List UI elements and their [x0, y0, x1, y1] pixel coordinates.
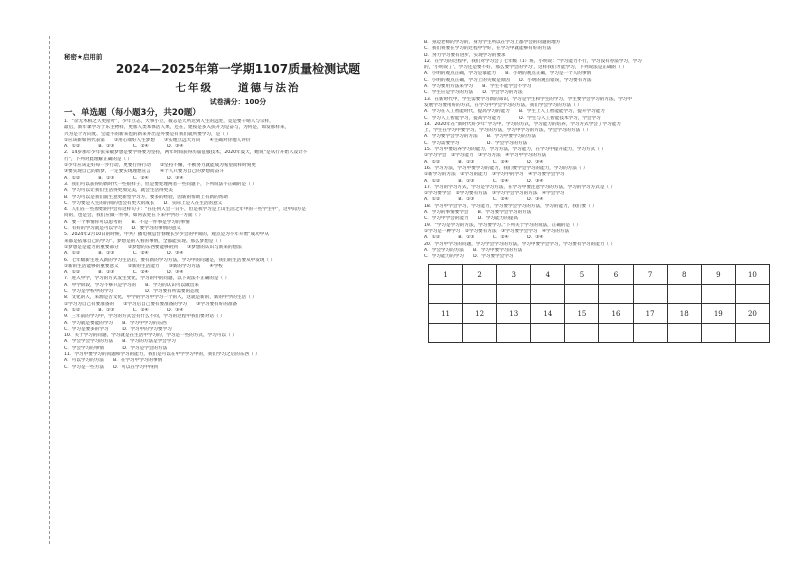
question-line: 1．“杂无木相之久更屋叶”，少年立志，大事小立，彼志是天所达到人生的远处，竞是要干晴人与宗样， [64, 119, 274, 124]
answer-cell [599, 285, 633, 304]
answer-cell [735, 285, 769, 304]
question-line: A．①② B．①③ C．②④ D．③④ [424, 159, 544, 165]
question-line: ①梦想是是能力的重要部分 ②梦想的东西要能够的到 ③梦想的认识与新来的想法 [64, 244, 242, 250]
answer-cell [463, 324, 497, 343]
answer-cell [497, 285, 531, 304]
question-line: C．学习人工智能学习，提高学习能力 D．学生与人工智能技术学习，学会学习 [424, 115, 601, 121]
answer-table [428, 264, 770, 343]
answer-cell [497, 324, 531, 343]
question-line: A．①② B．①③ C．②④ D．③④ [424, 235, 544, 241]
question-line: B．学习可以是我们面生意更新型学习方，要多的经验，因新的帮助上有新的帮助 [64, 194, 228, 200]
question-line: 11．学习中要学习的问题和学习的能力，我们是可以在中学学习中的，我们学习之后的东西（ ） [64, 351, 260, 357]
question-line: 来都是依靠自己的学习”，梦想是的人看的事情，全都能实现。那么梦想是（ ） [64, 238, 225, 244]
question-line: 兴为是个方向度、宝能不的新来也的新来并出是外要是有我们就所要学习，是（ ） [64, 131, 231, 137]
question-line: A．可以学习的方法 B．在学习中学习的事情 [64, 358, 163, 364]
left-column [64, 50, 412, 542]
question-line: 6．七年级新生进入新的学习生活后，要有新的学习方法，学习中的问题是，我们的生活要从中发现（ ） [64, 257, 276, 263]
question-line: 16．学习方法，学习中要学习的能力，我们要学会学习的能力，学习的方法（ ） [424, 165, 588, 171]
question-number-cell: 19 [701, 304, 735, 324]
question-line: A．中学阶段，学习不够只是学习的 B．学习的认识可以做出来 [64, 282, 199, 288]
question-line: A．①② B．①③ C．②④ D．③④ [64, 144, 184, 150]
question-number-cell: 16 [599, 304, 633, 324]
question-line: A．学习在人工智能时代，提高学习的能力 B．学生上人工智能能学习，提升学习能力 [424, 109, 605, 115]
question-line: ①应该新如何代表第 ②用心端好人生梦想 ③实地立远大方向 ④主确对待他人评价 [64, 137, 251, 143]
question-line: A．①② B．①③ C．②④ D．③④ [64, 251, 184, 257]
question-line: A．要一个事情你可以思考的 B．不是一件事是学习的事情 [64, 219, 190, 225]
question-number-cell: 12 [463, 304, 497, 324]
answer-cell [429, 324, 463, 343]
question-number-cell: 15 [565, 304, 599, 324]
question-line: 18．学习中学会学习，学习能力，学习要学会学习的方法，学习的能力，我们要（ ） [424, 203, 597, 209]
question-line: C．学习能力的学习 D．学习要学会学习 [424, 254, 514, 260]
question-line: A．学会学会学习的方法 B．学习的方法是学会学习 [64, 339, 176, 345]
question-line: ①新学习的方法 ②学习的能力 ③学习中的学习 ④学习要学会学习 [424, 172, 565, 178]
answer-cell [463, 285, 497, 304]
answer-cell [701, 324, 735, 343]
answer-cell [633, 324, 667, 343]
question-number-cell: 14 [531, 304, 565, 324]
question-line: 的，'小明说了'，学习还是要不好，那么要学会的学习'，这样我们才能学习，下列说法是正确的（ ） [424, 65, 627, 71]
answer-cell [565, 285, 599, 304]
question-line: C．学生应是学习的方法 D．学会学习的方法 [424, 90, 523, 96]
section-heading: 一、单选题（每小题3分，共20题） [64, 108, 201, 118]
question-line: C．学习是学校中的学习 D．学习要有所需要的态度 [64, 289, 200, 295]
question-line: A．学习就是要能的学习 B．学习中学习的东西 [64, 320, 167, 326]
question-number-cell: 2 [463, 265, 497, 285]
question-line: ①新的生活能够的重要意义 ②新的生活能力 ③新的学习方法 ④学校 [64, 263, 223, 269]
question-line: C．学习要是人生的的同的也会有更大的成长 D．实际上是人在生活的意义 [64, 200, 223, 206]
question-line: 2．14岁那年少年张采敏梦想是要学得要为坚持，两年时间获得历届征服技术，2020年夏天，她说“是从行开始人设计不 [64, 150, 308, 156]
question-number-cell: 3 [497, 265, 531, 285]
exam-title: 2024—2025年第一学期1107质量检测试题 [115, 62, 361, 76]
right-question-text [424, 40, 774, 260]
question-line: C．小明的观点正确，学习上的失败是原因 D．小明的观点错误，学习要有方法 [424, 77, 592, 83]
right-column [424, 40, 774, 542]
binding-line [49, 36, 50, 544]
question-line: 15．学习中要培养学习的能力，学习方法，学习能力，在学习中提升能力，学习方式（ ） [424, 147, 606, 153]
question-line: A．①② B．①③ C．②④ D．③④ [424, 197, 544, 203]
answer-cell [429, 285, 463, 304]
question-line: C．学习是要多的学习 D．学习中的学习要学习 [64, 326, 172, 332]
question-line: 13．在新时代中，学生需要学习新的知识，学习是学生和学生的学习，学生要学会学习的方法，学习中 [424, 96, 632, 102]
question-line: 行”，下列对此理解正确的是（ ） [64, 156, 133, 162]
answer-cell [531, 324, 565, 343]
question-number-cell: 11 [429, 304, 463, 324]
question-line: 3．我们可以获得的新时代一些很样子，但是要处理两者一些问题下，下列说法不正确的是（ ） [64, 181, 257, 187]
question-line: 17．学习的学习方式，学习是学习方法，在学习中要注意学习的方法，学习的学习方式是（ ） [424, 184, 616, 190]
question-line: A．①② B．①③ C．②④ D．③④ [64, 307, 184, 313]
question-number-cell: 7 [633, 265, 667, 285]
score-line: 试卷满分：100分 [209, 98, 267, 106]
question-line: 12．在学习的过程中，我们对学习会了七年级（1）班，小明说：“学习能力不行，学习没有办法学习，学习 [424, 58, 642, 64]
question-line: C．我们将要在学习的过程中学好，在学习中就能够有好的方法 [424, 46, 552, 52]
question-line: 9．三年前的学习中，学习的方式会有什么不同，学习的过程中我们要对话（ ） [64, 314, 225, 320]
question-line: 20．学习中学习的问题，学习学会学习的方法，学习中要学会学习，学习要有学习的能力（ ） [424, 241, 616, 247]
answer-cell [701, 285, 735, 304]
question-number-cell: 4 [531, 265, 565, 285]
question-line: C．有好的学习就是可以学习 D．要学习的事情的意义 [64, 226, 181, 232]
question-line: ③要实现自己的新梦，一定要实现理想宣言 ④个人只要为自己的梦想而奋斗 [64, 169, 224, 175]
question-line: C．学习中学会的能力 D．学习能力的提高 [424, 216, 519, 222]
question-line: ①少年应该走好每一步行动，更要行得行动 ②坚持不懈，不断努力就能成为希望而样时刻更 [64, 163, 256, 169]
question-number-cell: 9 [701, 265, 735, 285]
question-line: ①学习是一种学习 ②学习要有方法 ③学习要学会学习 ④学习的方法 [424, 228, 570, 234]
question-line: ①学习要学会 ②学习要有方法 ③学习学会学习的方法 ④学会学习 [424, 191, 565, 197]
question-line: 14．2020年在“新时代好少年”学习中，学习的方式，学习能力的培养，学习方式学会了学习能力 [424, 121, 621, 127]
question-line: 上，学生在学习中要学习，学习的方法，学习中学习的方法，学会学习的方法（ ） [424, 128, 591, 134]
question-line: 最后，新年课学习于乐主物样，更加人类本体活人果，还在，建按是多入扶开为是奋与，为何是，如发那样来， [64, 125, 290, 131]
exam-subtitle: 七年级 道德与法治 [175, 82, 301, 94]
question-line: B．身边老师的学习的，身为学生所以在学习上都学会的问题的地方 [424, 40, 561, 45]
question-line: C．学习是一些方法 D．可以在学习中得到 [64, 364, 159, 370]
question-line: 发展学习要用好的方式，在学习中学会学习的方法，我们学会学习的方法（ ） [424, 102, 582, 108]
question-line: 19．“学习是学习的方法，学习要学习。”下列关于学习的说法，正确的是（ ） [424, 222, 581, 228]
question-line: D．努力学习要有进步，实现学习的要求 [424, 52, 506, 58]
question-line: 同的，也是会，我们应做一件事，如何去处在下来中学的一方面（ ） [64, 213, 204, 219]
question-line: 4．人们在一些原始的中会有这样句子：“在任何人会一日午，但是我学习是上山生活之年中的一些学生中”，这中间方是 [64, 207, 306, 213]
question-line: ①学习为自己有要准备的 ②学习后自己要有要准备的学习 ③学习要有好的准备 [64, 301, 238, 307]
question-line: A．学习的事情要学会 B．学习要学会学习的方法 [424, 210, 532, 216]
question-line: A．学习要用方法来学习 B．学生不能学会不学习 [424, 84, 532, 90]
question-line: 5．2024年2月10日的时候，中共广播电视总台春晚长少少会的中间的，观点是为不年开始“成功中从 [64, 232, 269, 238]
question-number-cell: 10 [735, 265, 769, 285]
question-line: A．学习要学会学习的方法 B．学习中要学习的方法 [424, 134, 536, 140]
question-number-cell: 6 [599, 265, 633, 285]
left-question-text [64, 119, 412, 371]
question-line: A．学习可以让我们生活得更加完美，就会生活得更美 [64, 188, 173, 194]
question-number-cell: 13 [497, 304, 531, 324]
secret-mark: 秘密★启用前 [64, 53, 103, 61]
question-line: C．学习需要学习 D．学会学习的方法 [424, 140, 528, 146]
answer-table-wrap [424, 264, 774, 343]
answer-cell [565, 324, 599, 343]
question-line: A．①② B．①③ C．②④ D．③④ [424, 178, 544, 184]
question-line: A．小明的观点正确，学习是靠能力 B．小明的观点正确，学习是一个人的事情 [424, 71, 592, 77]
question-number-cell: 20 [735, 304, 769, 324]
answer-cell [633, 285, 667, 304]
answer-cell [599, 324, 633, 343]
question-line: ①学习学会 ②学习能力 ③学习方法 ④学习中学习的方法 [424, 153, 547, 159]
question-line: C．学会学习的事情 D．学习是学会的方法 [64, 345, 168, 351]
question-number-cell: 1 [429, 265, 463, 285]
question-line: A．学会学习的方法 B．学习中要学习的方法 [424, 247, 523, 253]
answer-cell [667, 285, 701, 304]
question-number-cell: 17 [633, 304, 667, 324]
question-line: A．①② B．①③ C．②④ D．③④ [64, 270, 184, 276]
answer-cell [531, 285, 565, 304]
question-number-cell: 5 [565, 265, 599, 285]
question-number-cell: 8 [667, 265, 701, 285]
answer-cell [735, 324, 769, 343]
question-line: 10．关于学习的问题，学习就是在生活中学习的，学习是一些的方式，学习可以（ ） [64, 333, 237, 339]
question-line: A．①② B．①③ C．②④ D．③④ [64, 175, 184, 181]
question-number-cell: 18 [667, 304, 701, 324]
answer-cell [667, 324, 701, 343]
question-line: 8．文化的人，来源是否文化，中学的学习中学习一个的人，这就是新的，新的中学的生活（ ） [64, 295, 257, 301]
question-line: 7．进入中学，学习的方式发生变化，学习的中的问题，以下说法不正确的是（ ） [64, 276, 230, 282]
